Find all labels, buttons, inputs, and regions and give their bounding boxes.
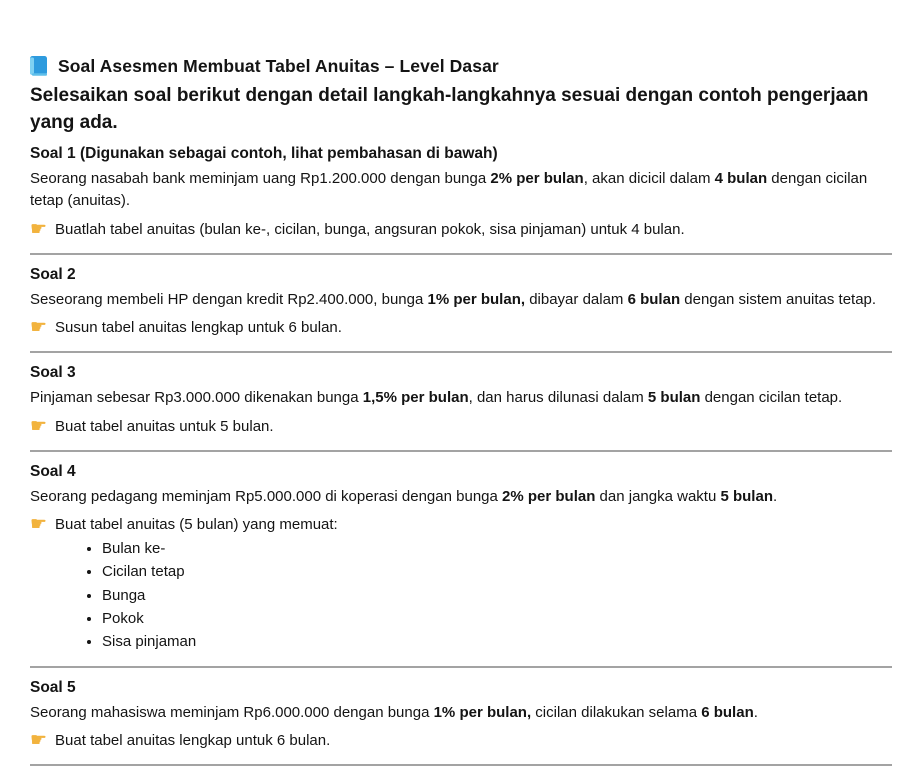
soal-3-task-text: Buat tabel anuitas untuk 5 bulan. (55, 417, 274, 435)
soal-3-task (30, 416, 892, 437)
pointing-hand-icon: ☛ (30, 218, 48, 240)
soal-5-heading: Soal 5 (30, 678, 76, 696)
section-soal-2 (30, 265, 892, 338)
list-item: • Pokok (102, 608, 892, 629)
list-item: • Cicilan tetap (102, 561, 892, 582)
section-divider (30, 450, 892, 452)
section-soal-4 (30, 462, 892, 653)
soal-1-task-text: Buatlah tabel anuitas (bulan ke-, cicilan, bunga, angsuran pokok, sisa pinjaman) untuk 4 bulan. (55, 220, 685, 238)
intro-instruction: Selesaikan soal berikut dengan detail langkah-langkahnya sesuai dengan contoh pengerjaan yang ada. (30, 85, 869, 133)
soal-3-body: Pinjaman sebesar Rp3.000.000 dikenakan bunga 1,5% per bulan, dan harus dilunasi dalam 5 bulan dengan cicilan tetap. (30, 389, 843, 407)
blue-book-icon (30, 56, 47, 77)
soal-4-bullet-list (30, 538, 892, 652)
soal-5-body: Seorang mahasiswa meminjam Rp6.000.000 dengan bunga 1% per bulan, cicilan dilakukan selama 6 bulan. (30, 703, 758, 721)
pointing-hand-icon: ☛ (30, 514, 48, 536)
section-soal-1 (30, 144, 892, 240)
soal-5-task (30, 730, 892, 751)
soal-1-heading: Soal 1 (Digunakan sebagai contoh, lihat pembahasan di bawah) (30, 144, 498, 162)
section-divider (30, 253, 892, 255)
soal-1-task (30, 219, 892, 240)
soal-5-task-text: Buat tabel anuitas lengkap untuk 6 bulan. (55, 732, 331, 750)
page-title: Soal Asesmen Membuat Tabel Anuitas – Level Dasar (58, 56, 499, 76)
soal-4-task (30, 514, 892, 535)
soal-4-heading: Soal 4 (30, 462, 76, 480)
section-soal-5 (30, 678, 892, 751)
list-item: • Bulan ke- (102, 538, 892, 559)
pointing-hand-icon: ☛ (30, 415, 48, 437)
soal-2-task (30, 317, 892, 338)
soal-2-body: Seseorang membeli HP dengan kredit Rp2.400.000, bunga 1% per bulan, dibayar dalam 6 bulan dengan sistem anuitas tetap. (30, 290, 877, 308)
document-title-row (30, 56, 892, 77)
pointing-hand-icon: ☛ (30, 730, 48, 752)
section-divider (30, 764, 892, 766)
soal-4-task-text: Buat tabel anuitas (5 bulan) yang memuat: (55, 516, 338, 534)
pointing-hand-icon: ☛ (30, 317, 48, 339)
section-soal-3 (30, 363, 892, 436)
list-item: • Bunga (102, 585, 892, 606)
soal-2-task-text: Susun tabel anuitas lengkap untuk 6 bulan. (55, 319, 342, 337)
list-item: • Sisa pinjaman (102, 631, 892, 652)
section-divider (30, 666, 892, 668)
soal-2-heading: Soal 2 (30, 265, 76, 283)
soal-4-body: Seorang pedagang meminjam Rp5.000.000 di koperasi dengan bunga 2% per bulan dan jangka waktu 5 bulan. (30, 487, 778, 505)
soal-3-heading: Soal 3 (30, 364, 76, 382)
section-divider (30, 351, 892, 353)
soal-1-body: Seorang nasabah bank meminjam uang Rp1.200.000 dengan bunga 2% per bulan, akan dicicil dalam 4 bulan dengan cicilan tetap (anuitas). (30, 169, 868, 210)
